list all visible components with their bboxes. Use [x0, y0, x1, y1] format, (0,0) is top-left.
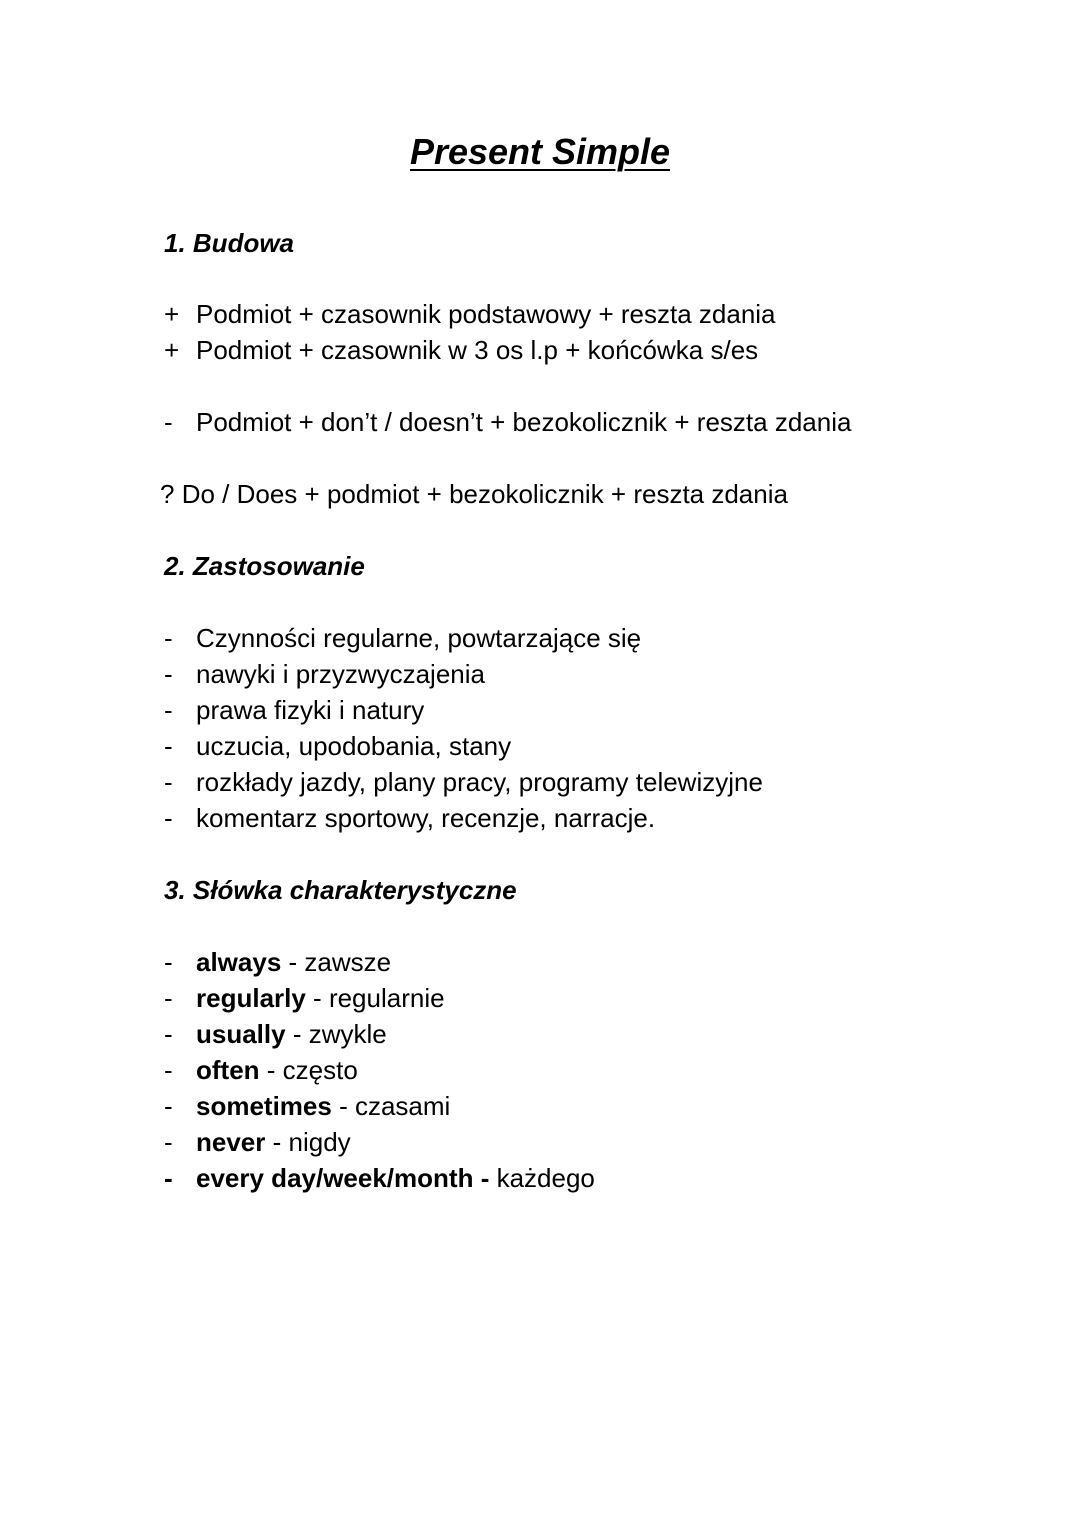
- vocab-separator: -: [265, 1127, 289, 1157]
- list-item: [164, 656, 485, 692]
- vocab-item: [164, 1088, 450, 1124]
- vocab-item: [164, 1052, 358, 1088]
- list-item: [164, 728, 511, 764]
- vocab-separator: -: [473, 1163, 497, 1193]
- plus-mark: +: [164, 335, 180, 365]
- vocab-item: [164, 980, 445, 1016]
- structure-line-question: [160, 476, 788, 512]
- vocab-term: often: [196, 1055, 260, 1085]
- usage-text: rozkłady jazdy, plany pracy, programy telewizyjne: [196, 767, 763, 797]
- vocab-meaning: często: [282, 1055, 358, 1085]
- vocab-term: sometimes: [196, 1091, 332, 1121]
- dash-mark: -: [164, 1091, 173, 1121]
- dash-mark: -: [164, 767, 173, 797]
- vocab-separator: -: [285, 1019, 309, 1049]
- dash-mark: -: [164, 947, 173, 977]
- plus-mark: +: [164, 299, 180, 329]
- list-item: [164, 692, 424, 728]
- list-item: [164, 800, 655, 836]
- vocab-item: [164, 1124, 351, 1160]
- vocab-meaning: zwykle: [308, 1019, 387, 1049]
- vocab-meaning: każdego: [496, 1163, 595, 1193]
- list-item: [164, 764, 763, 800]
- dash-mark: -: [164, 1055, 173, 1085]
- section-heading-budowa: 1. Budowa: [164, 228, 295, 258]
- vocab-meaning: regularnie: [328, 983, 445, 1013]
- usage-text: nawyki i przyzwyczajenia: [196, 659, 485, 689]
- minus-mark: -: [164, 407, 173, 437]
- vocab-term: usually: [196, 1019, 286, 1049]
- vocab-meaning: nigdy: [288, 1127, 351, 1157]
- usage-text: prawa fizyki i natury: [196, 695, 425, 725]
- vocab-item: [164, 1016, 387, 1052]
- section-heading-slowka: 3. Słówka charakterystyczne: [164, 875, 517, 905]
- vocab-meaning: zawsze: [304, 947, 392, 977]
- page-title: Present Simple: [409, 131, 671, 172]
- list-item: [164, 620, 641, 656]
- structure-text: Podmiot + don’t / doesn’t + bezokolicznik + reszta zdania: [196, 407, 852, 437]
- dash-mark: -: [164, 803, 173, 833]
- section-heading-zastosowanie: 2. Zastosowanie: [164, 551, 365, 581]
- vocab-separator: -: [331, 1091, 355, 1121]
- vocab-separator: -: [259, 1055, 283, 1085]
- dash-mark: -: [164, 695, 173, 725]
- dash-mark: -: [164, 983, 173, 1013]
- vocab-term: never: [196, 1127, 266, 1157]
- vocab-term: always: [196, 947, 282, 977]
- usage-text: Czynności regularne, powtarzające się: [196, 623, 642, 653]
- vocab-item: [164, 1160, 595, 1196]
- dash-mark: -: [164, 659, 173, 689]
- vocab-term: regularly: [196, 983, 306, 1013]
- dash-mark: -: [164, 731, 173, 761]
- dash-mark: -: [164, 1127, 173, 1157]
- question-mark: ?: [160, 479, 175, 509]
- structure-line-negative: [164, 404, 851, 440]
- structure-line-affirmative-3rd-person: [164, 332, 758, 368]
- vocab-separator: -: [281, 947, 305, 977]
- usage-text: komentarz sportowy, recenzje, narracje.: [196, 803, 656, 833]
- structure-text: Podmiot + czasownik w 3 os l.p + końcówka s/es: [196, 335, 759, 365]
- usage-text: uczucia, upodobania, stany: [196, 731, 512, 761]
- vocab-meaning: czasami: [354, 1091, 451, 1121]
- structure-text: Do / Does + podmiot + bezokolicznik + reszta zdania: [181, 479, 788, 509]
- vocab-separator: -: [305, 983, 329, 1013]
- dash-mark: -: [164, 623, 173, 653]
- structure-text: Podmiot + czasownik podstawowy + reszta zdania: [196, 299, 776, 329]
- vocab-item: [164, 944, 391, 980]
- dash-mark: -: [164, 1163, 173, 1193]
- dash-mark: -: [164, 1019, 173, 1049]
- structure-line-affirmative: [164, 296, 776, 332]
- vocab-term: every day/week/month: [196, 1163, 474, 1193]
